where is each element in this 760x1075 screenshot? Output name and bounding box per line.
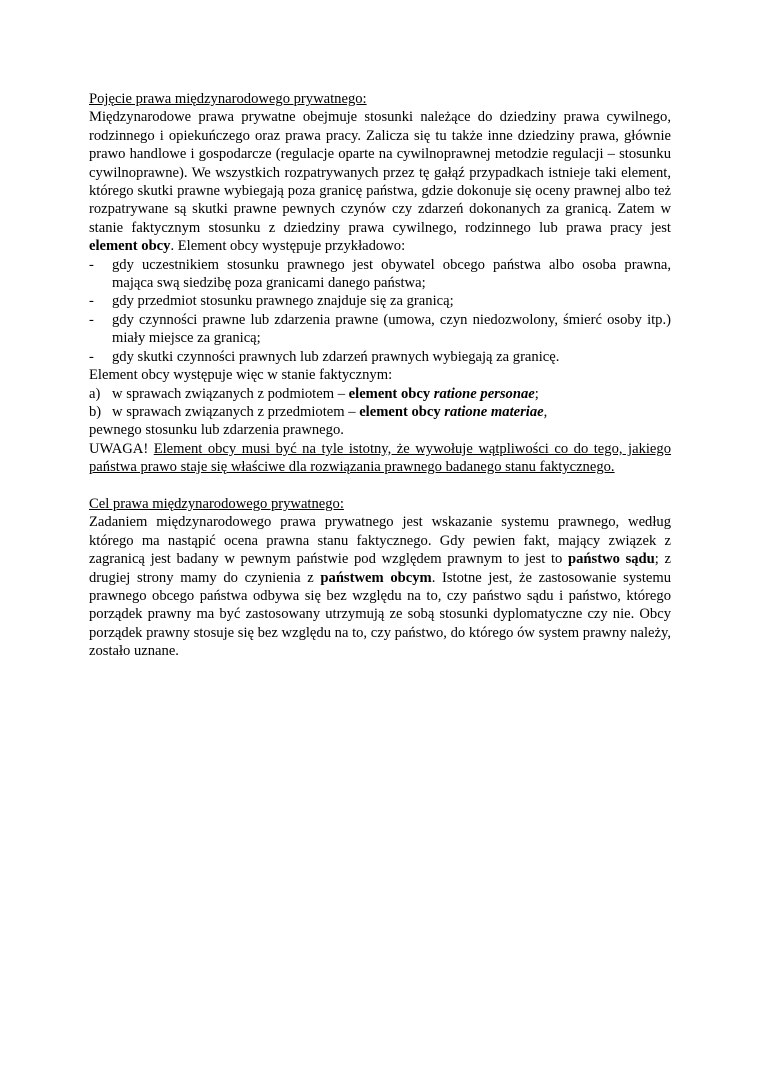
list-item: - gdy skutki czynności prawnych lub zdarzeń prawnych wybiegają za granicę. <box>89 348 560 365</box>
section2-heading: Cel prawa międzynarodowego prywatnego: <box>89 495 344 512</box>
paragraph-gap <box>89 477 671 495</box>
section1-intro: Międzynarodowe prawa prywatne obejmuje stosunki należące do dziedziny prawa cywilnego, rodzinnego i opiekuńczego oraz prawa pracy. Zalicza się tu także inne dziedziny prawa, głównie prawo handlowe i gospodarcze (regulacje oparte na cywilnoprawnej metodzie regulacji – stosunku cywilnoprawne). We wszystkich rozpatrywanych przez tę gałąź przypadkach istnieje taki element, którego skutki prawne wybiegają poza granicę państwa, gdzie dokonuje się oceny prawnej albo też rozpatrywane są skutki prawne pewnych czynów czy zdarzeń dokonanych za granicą. Zatem w stanie faktycznym stosunku z dziedziny prawa cywilnego, rodzinnego lub prawa pracy jest element obcy. Element obcy występuje przykładowo: <box>89 109 671 255</box>
list-item-a: a) w sprawach związanych z podmiotem – element obcy ratione personae; <box>89 385 539 402</box>
panstwem-obcym-term: państwem obcym <box>320 569 432 586</box>
list-item: - gdy uczestnikiem stosunku prawnego jest obywatel obcego państwa albo osoba prawna, mająca swą siedzibę poza granicami danego państwa; <box>89 256 671 292</box>
panstwo-sadu-term: państwo sądu <box>568 551 655 568</box>
section2-body: Zadaniem międzynarodowego prawa prywatnego jest wskazanie systemu prawnego, według którego ma nastąpić ocena prawna stanu faktycznego. Gdy pewien fakt, mający związek z zagranicą jest badany w pewnym państwie pod względem prawnym to jest to państwo sądu; z drugiej strony mamy do czynienia z państwem obcym. Istotne jest, że zastosowanie systemu prawnego obcego państwa odbywa się bez względu na to, czy państwo sądu i państwo, którego porządek prawny ma być zastosowany utrzymują ze sobą stosunki dyplomatyczne czy nie. Obcy porządek prawny stosuje się bez względu na to, czy państwo, do którego ów system prawny należy, zostało uznane. <box>89 514 672 660</box>
closing-line: pewnego stosunku lub zdarzenia prawnego. <box>89 422 344 439</box>
uwaga-note: UWAGA! Element obcy musi być na tyle istotny, że wywołuje wątpliwości co do tego, jakiego państwa prawo staje się właściwe dla rozwiązania prawnego badanego stanu faktycznego. <box>89 440 671 476</box>
element-obcy-term: element obcy <box>89 238 171 255</box>
examples-list <box>89 256 671 366</box>
ratione-list <box>89 385 671 422</box>
list-item: - gdy przedmiot stosunku prawnego znajduje się za granicą; <box>89 293 454 310</box>
list-item: - gdy czynności prawne lub zdarzenia prawne (umowa, czyn niedozwolony, śmierć osoby itp.) miały miejsce za granicą; <box>89 311 671 347</box>
list-item-b: b) w sprawach związanych z przedmiotem – element obcy ratione materiae, <box>89 403 548 420</box>
document-page <box>89 90 671 661</box>
section1-heading: Pojęcie prawa międzynarodowego prywatnego: <box>89 91 367 107</box>
faktyczny-line: Element obcy występuje więc w stanie faktycznym: <box>89 367 393 384</box>
